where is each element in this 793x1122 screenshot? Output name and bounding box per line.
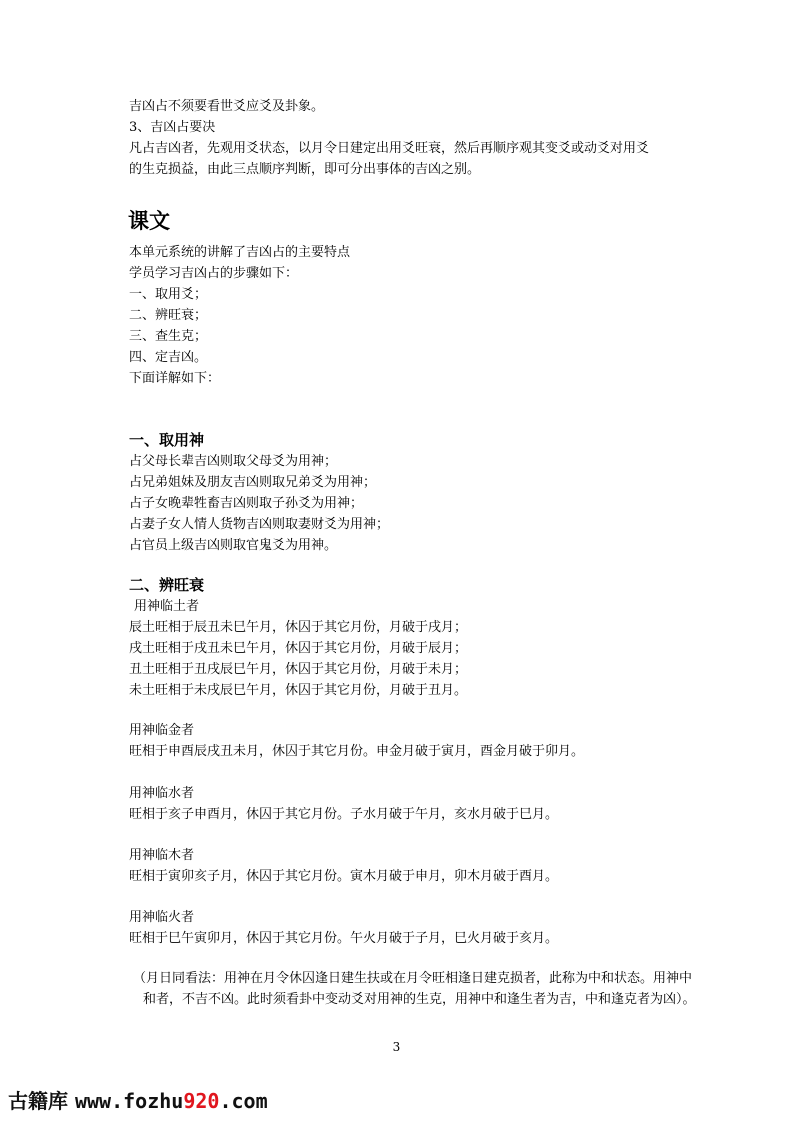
fire-heading: 用神临火者 — [129, 910, 195, 925]
section1-line: 占子女晚辈牲畜吉凶则取子孙爻为用神； — [129, 496, 364, 511]
earth-heading: 用神临土者 — [134, 599, 200, 614]
intro-line-3: 凡占吉凶者，先观用爻状态，以月令日建定出用爻旺衰，然后再顺序观其变爻或动爻对用爻 — [129, 141, 650, 156]
watermark-url-b: 920 — [183, 1089, 220, 1113]
section1-line: 占官员上级吉凶则取官鬼爻为用神。 — [129, 538, 338, 553]
metal-line: 旺相于申酉辰戌丑未月，休囚于其它月份。申金月破于寅月，酉金月破于卯月。 — [129, 744, 585, 759]
water-line: 旺相于亥子申酉月，休囚于其它月份。子水月破于午月，亥水月破于巳月。 — [129, 807, 559, 822]
watermark-url — [75, 1089, 268, 1113]
section1-line: 占兄弟姐妹及朋友吉凶则取兄弟爻为用神； — [129, 475, 377, 490]
lesson-line: 下面详解如下： — [129, 371, 221, 386]
lesson-line: 三、查生克； — [129, 329, 208, 344]
note-line-1: （月日同看法：用神在月令休囚逢日建生扶或在月令旺相逢日建克损者，此称为中和状态。用神中 — [133, 971, 693, 986]
earth-line: 戌土旺相于戌丑未巳午月，休囚于其它月份，月破于辰月； — [129, 641, 468, 656]
lesson-line: 本单元系统的讲解了吉凶占的主要特点 — [129, 245, 351, 260]
lesson-title: 课文 — [128, 209, 170, 233]
watermark — [8, 1089, 268, 1113]
earth-line: 辰土旺相于辰丑未巳午月，休囚于其它月份，月破于戌月； — [129, 620, 468, 635]
watermark-url-c: .com — [219, 1089, 268, 1113]
lesson-line: 学员学习吉凶占的步骤如下： — [129, 266, 299, 281]
earth-line: 丑土旺相于丑戌辰巳午月，休囚于其它月份，月破于未月； — [129, 662, 468, 677]
section2-title: 二、辨旺衰 — [129, 576, 205, 594]
watermark-name: 古籍库 — [8, 1089, 68, 1113]
lesson-line: 一、取用爻； — [129, 287, 208, 302]
intro-line-4: 的生克损益，由此三点顺序判断，即可分出事体的吉凶之别。 — [129, 162, 481, 177]
lesson-line: 四、定吉凶。 — [129, 350, 208, 365]
page-number: 3 — [392, 1040, 401, 1054]
intro-line-1: 吉凶占不须要看世爻应爻及卦象。 — [129, 99, 325, 114]
wood-line: 旺相于寅卯亥子月，休囚于其它月份。寅木月破于申月，卯木月破于酉月。 — [129, 869, 559, 884]
lesson-line: 二、辨旺衰； — [129, 308, 208, 323]
watermark-url-a: www.fozhu — [74, 1089, 184, 1113]
fire-line: 旺相于巳午寅卯月，休囚于其它月份。午火月破于子月，巳火月破于亥月。 — [129, 931, 559, 946]
note-paragraph — [133, 968, 696, 1010]
earth-line: 未土旺相于未戌辰巳午月，休囚于其它月份，月破于丑月。 — [129, 683, 468, 698]
metal-heading: 用神临金者 — [129, 723, 195, 738]
water-heading: 用神临水者 — [129, 786, 195, 801]
section1-title: 一、取用神 — [129, 431, 205, 449]
section1-line: 占父母长辈吉凶则取父母爻为用神； — [129, 454, 338, 469]
wood-heading: 用神临木者 — [129, 848, 195, 863]
section1-line: 占妻子女人情人货物吉凶则取妻财爻为用神； — [129, 517, 390, 532]
intro-line-2: 3、吉凶占要决 — [129, 120, 216, 135]
note-line-2: 和者，不吉不凶。此时须看卦中变动爻对用神的生克，用神中和逢生者为吉，中和逢克者为凶）。 — [143, 992, 696, 1007]
